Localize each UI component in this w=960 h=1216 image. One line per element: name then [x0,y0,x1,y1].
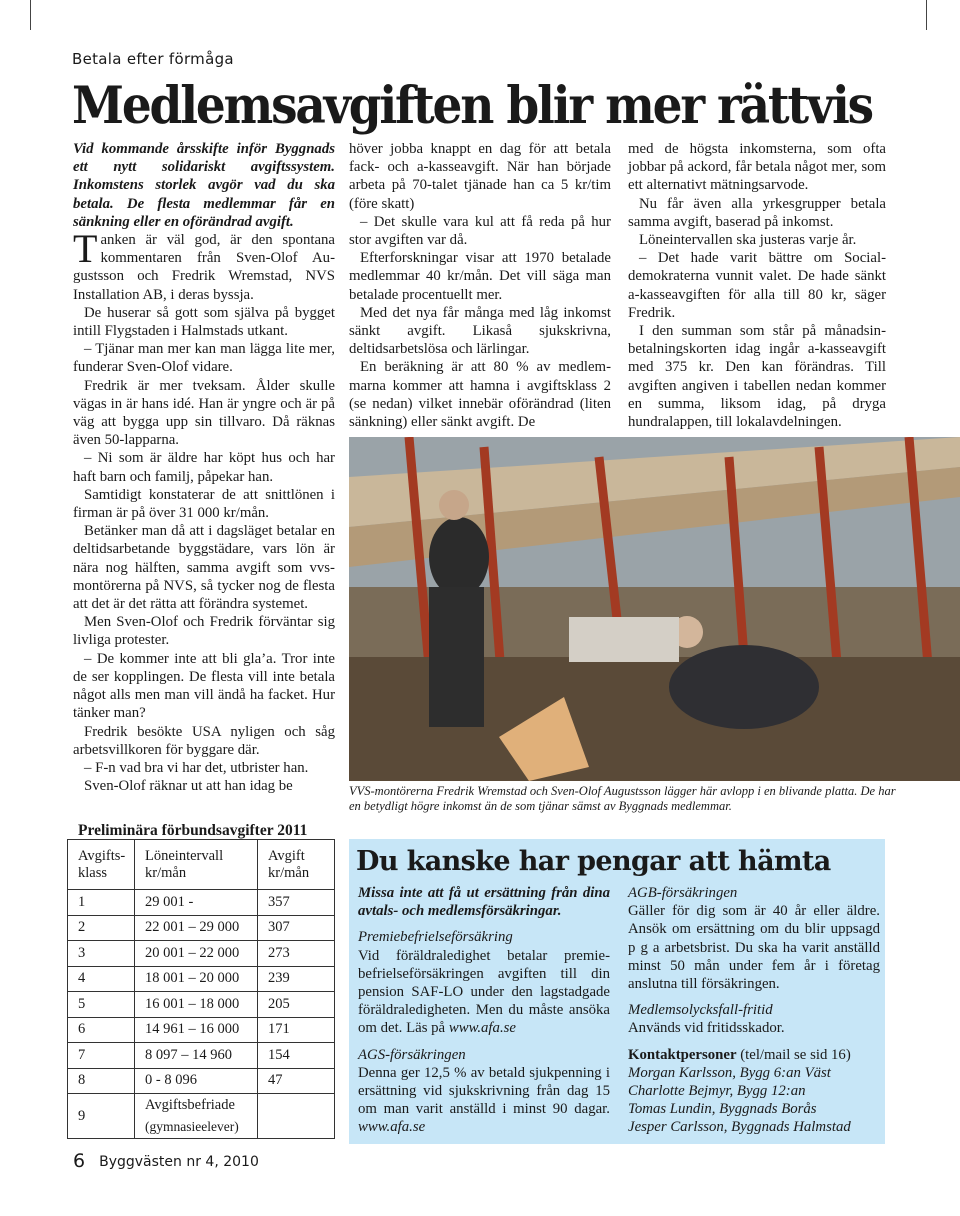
headline: Medlemsavgiften blir mer rättvis [72,75,872,137]
article-paragraph: – Tjänar man mer kan man lägga lite mer, funderar Sven-Olof vidare. [73,341,335,376]
table-cell [68,915,135,941]
table-row [68,941,335,967]
table-cell [135,1017,258,1043]
table-cell-text: 154 [268,1046,290,1063]
article-paragraph: Fredrik är mer tveksam. Ålder skulle vägas in är hans idé. Han är yngre och är på väg att bygga upp sin tillvaro. Då räknas även 50-lapparna. [73,377,335,449]
table-cell [135,890,258,916]
drop-cap: T [73,226,98,272]
table-cell [258,1068,335,1094]
table-cell [135,966,258,992]
contacts-note: (tel/mail se sid 16) [740,1046,851,1063]
article-paragraph: En beräkning är att 80 % av medlemmarna kommer att hamna i avgiftsklass 2 (se nedan) vilket innebär oförändrad (liten sänkning) eller sänkt avgift. De [349,359,611,431]
article-paragraph: höver jobba knappt en dag för att betala fack- och a-kasseavgift. När han började arbeta på 70-talet tjänade han ca 5 kr/tim (före skatt) [349,141,611,212]
table-row [68,1094,335,1139]
article-paragraph: – Ni som är äldre har köpt hus och har haft barn och familj, påpekar han. [73,450,335,485]
column-1-paragraphs [73,304,335,795]
contact-person: Charlotte Bejmyr, Bygg 12:an [628,1083,806,1100]
table-row [68,1068,335,1094]
table-cell [135,1094,258,1139]
lead-paragraph: Vid kommande årsskifte inför Byggnads ett nytt solidariskt avgiftssystem. Inkomstens storlek avgör vad du ska betala. De flesta medlemmar får en sänkning eller en oförändrad avgift. [73,141,335,230]
table-cell-text: 18 001 – 20 000 [145,970,240,987]
table-cell-text: 8 097 – 14 960 [145,1046,232,1063]
afa-link[interactable]: www.afa.se [358,1119,426,1136]
article-paragraph: Samtidigt konstaterar de att snittlönen i firman är på över 31 000 kr/mån. [73,486,335,522]
table-header: Löneintervall kr/mån [135,840,258,890]
table-cell-text: 8 [78,1072,86,1089]
ags-heading: AGS-försäkringen [358,1046,466,1063]
table-cell [68,941,135,967]
article-paragraph: Efterforskningar visar att 1970 betalade medlemmar 40 kr/mån. Det vill säga man betalade procentuellt mer. [349,250,611,303]
table-cell-text: 1 [78,893,86,910]
table-cell-text: 2 [78,919,86,936]
premie-text: Vid föräldraledighet betalar premiebefrielseförsäkringen avgiften till din pension SAF-LO under den lagstadgade föräldraledigheten. Men du måste ansöka om det. Läs på www.afa.se [358,947,610,1037]
table-cell-text: 357 [268,893,290,910]
article-column-2 [349,140,611,431]
crop-mark [30,0,31,30]
article-paragraph: Men Sven-Olof och Fredrik förväntar sig livliga protester. [73,614,335,649]
photo-caption: VVS-montörerna Fredrik Wremstad och Sven-Olof Augustsson lägger här avlopp i en blivande platta. De har en betydligt högre inkomst än de som tjänar sämst av Byggnads medlemmar. [349,784,896,813]
article-paragraph: – De kommer inte att bli gla’a. Tror inte de ser kopplingen. De flesta vill inte betala något alls men man vill ändå ha facket. Hur tänker man? [73,650,335,722]
article-paragraph: Med det nya får många med låg inkomst sänkt avgift. Likaså sjukskrivna, deltidsarbetslösa och lärlingar. [349,304,611,358]
article-paragraph: – Det skulle vara kul att få reda på hur stor avgiften var då. [349,213,611,249]
article-column-1 [73,140,335,795]
column-2-paragraphs [349,140,611,431]
table-cell [258,1017,335,1043]
contact-person: Morgan Karlsson, Bygg 6:an Väst [628,1064,831,1081]
table-cell-text: 16 001 – 18 000 [145,995,240,1012]
table-row [68,1017,335,1043]
table-cell [258,1043,335,1069]
first-paragraph [73,226,335,304]
agb-text: Gäller för dig som är 40 år eller äldre. Ansök om ersättning om du blir uppsagd p g a arbetsbrist. Du ska ha varit anställd minst 50 mån under fem år i företag anslutna till försäkringen. [628,903,880,993]
page-number: 6 [73,1150,86,1172]
contacts-heading-line [628,1046,880,1064]
table-cell-text: 29 001 - [145,893,194,910]
table-cell [135,941,258,967]
article-paragraph: Fredrik besökte USA nyligen och såg arbetsvillkoren för byggare där. [73,723,335,758]
table-cell [135,992,258,1018]
crop-mark [926,0,927,30]
table-cell [135,1043,258,1069]
table-cell-text: 307 [268,919,290,936]
table-row [68,890,335,916]
box-column-1 [358,884,610,1137]
article-paragraph: med de högsta inkomsterna, som ofta jobbar på ackord, får betala något mer, som ett alternativt mätningsarvode. [628,141,886,194]
table-cell [258,915,335,941]
table-cell-text: 20 001 – 22 000 [145,944,240,961]
table-cell [135,915,258,941]
table-cell-text: 273 [268,944,290,961]
table-cell-text: 0 - 8 096 [145,1072,197,1089]
premie-heading: Premiebefrielseförsäkring [358,929,513,946]
table-cell-text: 5 [78,995,86,1012]
table-row [68,915,335,941]
contact-person: Jesper Carlsson, Byggnads Halmstad [628,1119,851,1136]
contact-list [628,1064,880,1137]
table-header: Avgift kr/mån [258,840,335,890]
table-row [68,992,335,1018]
article-paragraph: Sven-Olof räknar ut att han idag be [84,778,293,795]
table-cell-text: 6 [78,1021,86,1038]
table-cell-text: 47 [268,1072,283,1089]
table-cell [68,992,135,1018]
table-cell [258,1094,335,1139]
first-paragraph-text: anken är väl god, är den spontana kommentaren från Sven-Olof Augustsson och Fredrik Wremstad, NVS Installation AB, i deras byssja. [73,232,335,303]
table-cell-text: 205 [268,995,290,1012]
table-cell [68,1043,135,1069]
table-cell-text: 3 [78,944,86,961]
article-paragraph: Löneintervallen ska justeras varje år. [639,232,857,249]
ags-text: Denna ger 12,5 % av betald sjukpenning i ersättning vid sjukskrivning från dag 15 om man varit anställd i minst 90 dagar. www.afa.se [358,1064,610,1136]
table-cell [68,1017,135,1043]
table-cell [68,966,135,992]
table-cell [258,890,335,916]
table-cell [135,1068,258,1094]
article-paragraph: – Det hade varit bättre om Socialdemokraterna vunnit valet. De hade sänkt a-kasseavgiften för alla till 80 kr, säger Fredrik. [628,250,886,321]
box-column-2 [628,884,880,1137]
fee-table [67,839,335,1139]
table-row [68,966,335,992]
contact-person: Tomas Lundin, Byggnads Borås [628,1101,817,1118]
mf-heading: Medlemsolycksfall-fritid [628,1002,773,1019]
table-cell-text: 22 001 – 29 000 [145,919,240,936]
table-cell-text: 14 961 – 16 000 [145,1021,240,1038]
construction-site-photo [349,437,960,781]
table-cell-text: 9 [78,1107,86,1124]
table-cell-text: 4 [78,970,86,987]
table-cell-text: 171 [268,1021,290,1038]
afa-link[interactable]: www.afa.se [448,1020,516,1037]
table-cell [68,890,135,916]
page-footer [73,1150,259,1172]
box-title: Du kanske har pengar att hämta [356,846,831,877]
table-body [68,890,335,1139]
mf-text: Används vid fritidsskador. [628,1020,785,1037]
contacts-heading: Kontaktpersoner [628,1046,737,1063]
article-paragraph: I den summan som står på månadsinbetalningskorten idag ingår a-kasseavgift med 375 kr. Den kan förändras. Till avgiften angiven i tabellen nedan kommer en summa, liksom idag, på dryga hundralappen, till lokalavdelningen. [628,323,886,431]
table-note: (gymnasieelever) [145,1119,239,1134]
agb-heading: AGB-försäkringen [628,885,738,901]
table-cell [258,992,335,1018]
table-cell [68,1068,135,1094]
article-paragraph: Betänker man då att i dagsläget betalar en deltidsarbetande byggstädare, vars lön är nära nog hälften, samma avgift som vvs-montörerna på NVS, så tycker nog de flesta att det är det rätta att förändra systemet. [73,523,335,613]
table-cell-text: 239 [268,970,290,987]
table-cell [258,941,335,967]
table-cell-text: 7 [78,1046,86,1063]
table-header-row [68,840,335,890]
table-title: Preliminära förbundsavgifter 2011 [78,822,308,839]
table-cell [68,1094,135,1139]
article-paragraph: Nu får även alla yrkesgrupper betala samma avgift, baserad på inkomst. [628,195,886,230]
section-label: Betala efter förmåga [72,50,234,68]
article-paragraph: De huserar så gott som själva på bygget intill Flygstaden i Halmstads utkant. [73,304,335,340]
article-paragraph: – F-n vad bra vi har det, utbrister han. [84,759,309,776]
table-header: Avgifts- klass [68,840,135,890]
box-lead: Missa inte att få ut ersättning från dina avtals- och medlemsförsäkringar. [358,885,610,920]
table-cell [258,966,335,992]
column-3-paragraphs [628,140,886,431]
article-column-3 [628,140,886,431]
article-photo [349,437,960,781]
publication-name: Byggvästen nr 4, 2010 [99,1154,259,1170]
table-row [68,1043,335,1069]
table-cell-text: Avgiftsbefriade [145,1097,235,1113]
